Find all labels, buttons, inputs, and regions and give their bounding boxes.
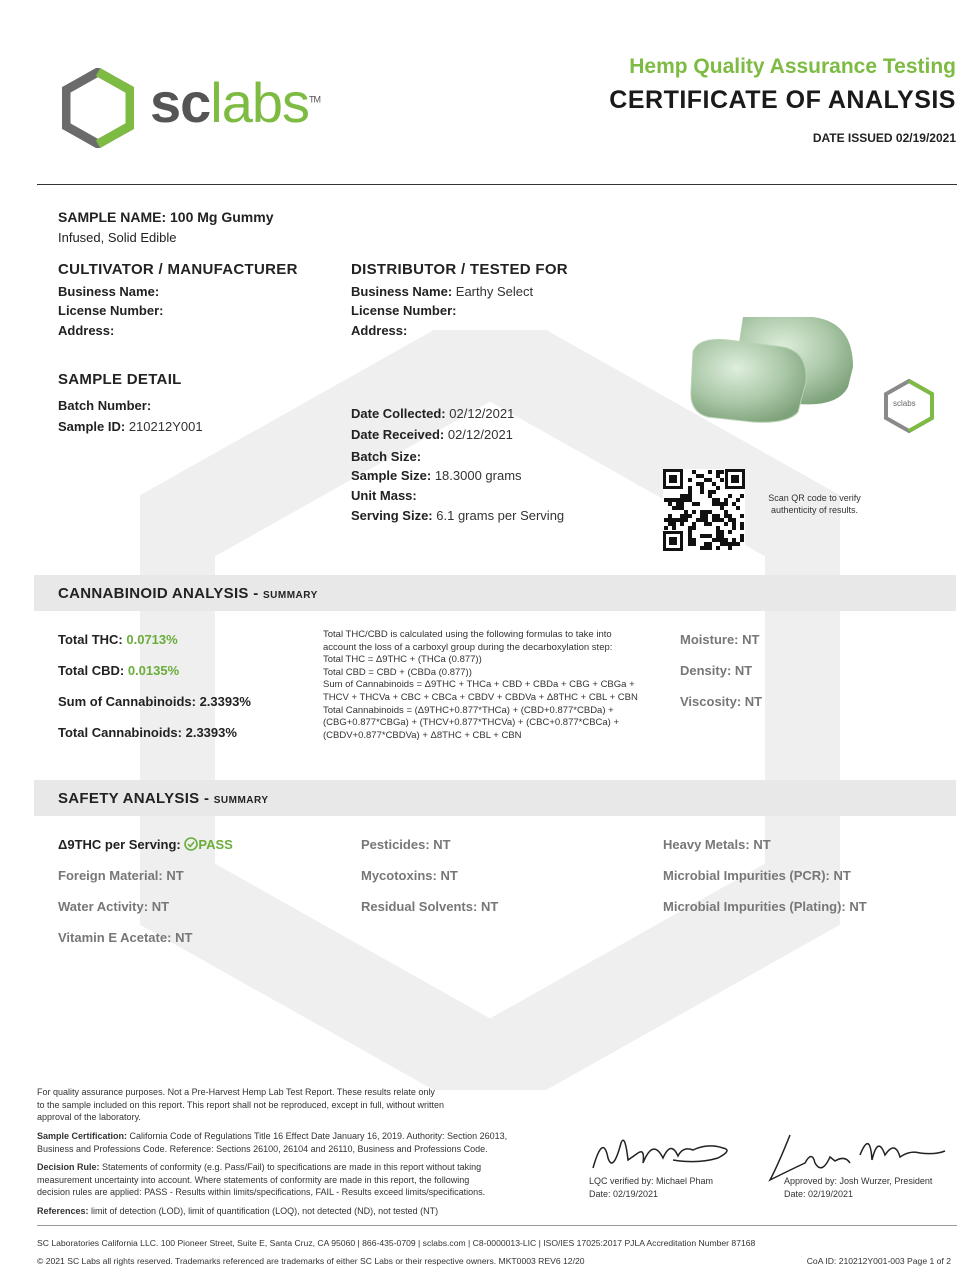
batch-size: Batch Size: bbox=[351, 449, 422, 464]
heavy-metals: Heavy Metals: NT bbox=[663, 837, 771, 852]
sample-id: Sample ID: 210212Y001 bbox=[58, 419, 203, 434]
distributor-title: DISTRIBUTOR / TESTED FOR bbox=[351, 261, 568, 278]
page-title: CERTIFICATE OF ANALYSIS bbox=[609, 86, 956, 114]
brand-labs: labs bbox=[210, 71, 310, 134]
microbial-pcr: Microbial Impurities (PCR): NT bbox=[663, 868, 851, 883]
batch-number: Batch Number: bbox=[58, 398, 152, 413]
moisture: Moisture: NT bbox=[680, 632, 760, 647]
cultivator-address: Address: bbox=[58, 323, 115, 338]
sample-certification: Sample Certification: California Code of Regulations Title 16 Effect Date January 16, 2019. Authority: Section 26013, Business and Professions Code. Reference: Sections 26100, 26104 and 26110, Business and Professions Code. bbox=[37, 1131, 508, 1154]
formula-notes: Total THC/CBD is calculated using the following formulas to take into account the loss of a carboxyl group during the decarboxylation step: Total THC = Δ9THC + (THCa (0.877)) Total CBD = CBD + (CBDa (0.877)) Sum of Cannabinoids = Δ9THC + THCa + CBD + CBDa + CBG + CBGa + THCV + THCVa + CBC + CBCa + CBDV + CBDVa + Δ8THC + CBL + CBN Total Cannabinoids = (Δ9THC+0.877*THCa) + (CBD+0.877*CBDa) + (CBG+0.877*CBGa) + (THCV+0.877*THCVa) + (CBC+0.877*CBCa) + (CBDV+0.877*CBDVa) + Δ8THC + CBL + CBN bbox=[323, 629, 638, 741]
sc-labs-logo-icon bbox=[62, 68, 134, 148]
distributor-license: License Number: bbox=[351, 303, 457, 318]
cultivator-license: License Number: bbox=[58, 303, 164, 318]
distributor-address: Address: bbox=[351, 323, 408, 338]
mycotoxins: Mycotoxins: NT bbox=[361, 868, 458, 883]
serving-size: Serving Size: 6.1 grams per Serving bbox=[351, 508, 565, 523]
cannabinoid-title: CANNABINOID ANALYSIS - SUMMARY bbox=[58, 585, 318, 602]
pesticides: Pesticides: NT bbox=[361, 837, 451, 852]
cultivator-business: Business Name: bbox=[58, 284, 160, 299]
copyright: © 2021 SC Labs all rights reserved. Trademarks referenced are trademarks of either SC Labs or their respective owners. MKT0003 REV6 12/20 bbox=[37, 1256, 585, 1266]
pass-check-icon bbox=[184, 837, 198, 851]
brand-wordmark bbox=[150, 70, 320, 135]
brand-tm: TM bbox=[309, 94, 321, 105]
qr-code[interactable] bbox=[663, 469, 745, 551]
total-cannabinoids: Total Cannabinoids: 2.3393% bbox=[58, 725, 237, 740]
d9thc-per-serving: Δ9THC per Serving: PASS bbox=[58, 837, 233, 852]
sum-cannabinoids: Sum of Cannabinoids: 2.3393% bbox=[58, 694, 251, 709]
approved-by: Approved by: Josh Wurzer, President Date: 02/19/2021 bbox=[784, 1176, 933, 1199]
sample-name: SAMPLE NAME: 100 Mg Gummy bbox=[58, 209, 274, 225]
total-thc: Total THC: 0.0713% bbox=[58, 632, 178, 647]
coa-id: CoA ID: 210212Y001-003 Page 1 of 2 bbox=[806, 1256, 951, 1266]
sample-size: Sample Size: 18.3000 grams bbox=[351, 468, 522, 483]
sample-type: Infused, Solid Edible bbox=[58, 230, 177, 245]
header-divider bbox=[37, 184, 957, 185]
references: References: limit of detection (LOD), limit of quantification (LOQ), not detected (ND), not tested (NT) bbox=[37, 1206, 439, 1216]
safety-title: SAFETY ANALYSIS - SUMMARY bbox=[58, 790, 269, 807]
cultivator-title: CULTIVATOR / MANUFACTURER bbox=[58, 261, 298, 278]
footer-divider bbox=[37, 1225, 957, 1226]
decision-rule: Decision Rule: Statements of conformity (e.g. Pass/Fail) to specifications are made in this report without taking measurement uncertainty into account. Where statements of conformity are made in this report, the following decision rules are applied: PASS - Results within limits/specifications, FAIL - Results exceed limits/specifications. bbox=[37, 1162, 486, 1197]
disclaimer: For quality assurance purposes. Not a Pre-Harvest Hemp Lab Test Report. These results relate only to the sample included on this report. This report shall not be reproduced, except in full, without written approval of the laboratory. bbox=[37, 1087, 445, 1122]
density: Density: NT bbox=[680, 663, 753, 678]
signature-michael-pham bbox=[583, 1128, 743, 1178]
residual-solvents: Residual Solvents: NT bbox=[361, 899, 499, 914]
total-cbd: Total CBD: 0.0135% bbox=[58, 663, 180, 678]
date-received: Date Received: 02/12/2021 bbox=[351, 427, 513, 442]
sample-detail-title: SAMPLE DETAIL bbox=[58, 371, 182, 388]
microbial-plating: Microbial Impurities (Plating): NT bbox=[663, 899, 867, 914]
title-top: Hemp Quality Assurance Testing bbox=[629, 55, 956, 78]
unit-mass: Unit Mass: bbox=[351, 488, 417, 503]
lab-address: SC Laboratories California LLC. 100 Pioneer Street, Suite E, Santa Cruz, CA 95060 | 866-435-0709 | sclabs.com | C8-0000013-LIC | ISO/IES 17025:2017 PJLA Accreditation Number 87168 bbox=[37, 1238, 756, 1248]
product-image bbox=[688, 312, 858, 427]
brand-sc: sc bbox=[150, 71, 211, 134]
viscosity: Viscosity: NT bbox=[680, 694, 763, 709]
date-collected: Date Collected: 02/12/2021 bbox=[351, 406, 515, 421]
foreign-material: Foreign Material: NT bbox=[58, 868, 184, 883]
date-issued: DATE ISSUED 02/19/2021 bbox=[812, 131, 956, 145]
distributor-business: Business Name: Earthy Select bbox=[351, 284, 534, 299]
qr-caption: Scan QR code to verify authenticity of results. bbox=[768, 493, 861, 515]
sclabs-badge-text: sclabs bbox=[893, 399, 916, 408]
water-activity: Water Activity: NT bbox=[58, 899, 170, 914]
lqc-verified: LQC verified by: Michael Pham Date: 02/19/2021 bbox=[589, 1176, 714, 1199]
vitamin-e-acetate: Vitamin E Acetate: NT bbox=[58, 930, 193, 945]
